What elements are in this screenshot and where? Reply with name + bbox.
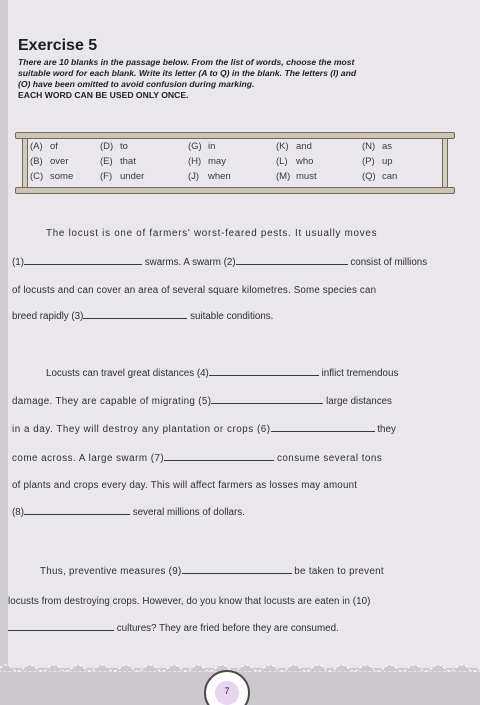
passage-text: consume several tons (276, 453, 383, 464)
answer-blank-1[interactable] (24, 256, 142, 265)
word-option: (P) up (362, 156, 393, 167)
passage-text: swarms. A swarm (2) (144, 257, 236, 268)
word-option: (D) to (100, 141, 128, 152)
passage-text: consist of millions (350, 257, 428, 268)
passage-text: they (377, 424, 396, 435)
answer-blank-2[interactable] (236, 256, 348, 265)
passage-line: of plants and crops every day. This will affect farmers as losses may amount (12, 480, 358, 491)
answer-blank-10[interactable] (8, 622, 114, 631)
passage-text: several millions of dollars. (132, 507, 245, 518)
word-option: (C) some (30, 171, 74, 182)
passage-line (12, 452, 382, 464)
passage-line (12, 256, 457, 268)
passage-text: breed rapidly (3) (12, 311, 84, 322)
page-binding-shadow (0, 0, 8, 705)
passage-line: of locusts and can cover an area of several square kilometres. Some species can (12, 285, 377, 296)
answer-blank-5[interactable] (211, 395, 323, 404)
answer-blank-7[interactable] (164, 452, 274, 461)
word-option: (Q) can (362, 171, 398, 182)
word-option: (J) when (188, 171, 231, 182)
passage-line (40, 565, 384, 577)
passage-line (12, 423, 396, 435)
passage-text: come across. A large swarm (7) (12, 453, 165, 464)
word-box-post-right (442, 132, 448, 194)
instruction-line: (O) have been omitted to avoid confusion during marking. (18, 79, 255, 89)
word-option: (G) in (188, 141, 216, 152)
word-option: (L) who (276, 156, 314, 167)
word-box-bottom-bar (15, 187, 455, 194)
passage-text: cultures? They are fried before they are consumed. (116, 623, 339, 634)
blank-number: (8) (12, 507, 24, 518)
passage-line (12, 506, 245, 518)
passage-line (12, 395, 392, 407)
passage-line (12, 310, 273, 322)
blank-number: (1) (12, 257, 24, 268)
passage-line (8, 622, 339, 634)
instructions (18, 57, 458, 101)
word-box-top-bar (15, 132, 455, 139)
passage-text: large distances (326, 396, 392, 407)
passage-text: Thus, preventive measures (9) (40, 566, 182, 577)
instruction-line: There are 10 blanks in the passage below. From the list of words, choose the most (18, 57, 355, 67)
passage-text: in a day. They will destroy any plantation or crops (6) (12, 424, 271, 435)
word-option: (M) must (276, 171, 317, 182)
passage-text: suitable conditions. (190, 311, 274, 322)
answer-blank-3[interactable] (83, 310, 187, 319)
passage-line: locusts from destroying crops. However, do you know that locusts are eaten in (10) (8, 596, 371, 607)
passage-line (46, 367, 398, 379)
word-option: (A) of (30, 141, 58, 152)
instruction-line: EACH WORD CAN BE USED ONLY ONCE. (18, 90, 189, 100)
passage-line: The locust is one of farmers' worst-feared pests. It usually moves (46, 228, 378, 239)
answer-blank-9[interactable] (182, 565, 292, 574)
word-option: (H) may (188, 156, 226, 167)
answer-blank-8[interactable] (24, 506, 130, 515)
word-list (30, 141, 440, 187)
passage-text: be taken to prevent (294, 566, 384, 577)
exercise-title: Exercise 5 (18, 37, 98, 54)
word-option: (N) as (362, 141, 393, 152)
word-option: (F) under (100, 171, 145, 182)
page-number: 7 (224, 686, 230, 696)
instruction-line: suitable word for each blank. Write its letter (A to Q) in the blank. The letters (I) and (18, 68, 357, 78)
passage-text: damage. They are capable of migrating (5) (12, 396, 212, 407)
footer-scallop-border (0, 660, 480, 672)
word-box-post-left (22, 132, 28, 194)
word-option: (K) and (276, 141, 312, 152)
passage-text: Locusts can travel great distances (4) (46, 368, 209, 379)
answer-blank-6[interactable] (271, 423, 375, 432)
word-option: (B) over (30, 156, 69, 167)
answer-blank-4[interactable] (209, 367, 319, 376)
word-option: (E) that (100, 156, 136, 167)
passage-text: inflict tremendous (321, 368, 399, 379)
